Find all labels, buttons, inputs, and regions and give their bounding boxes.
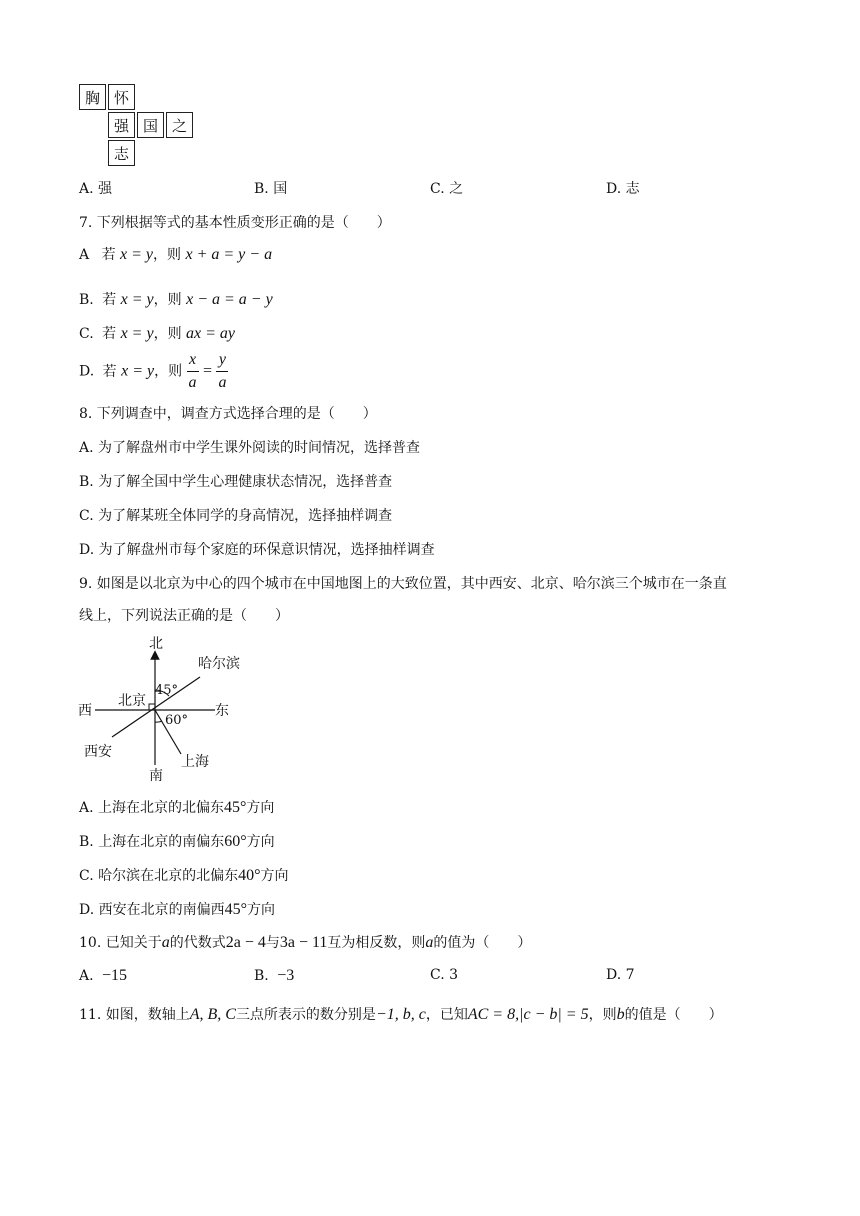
q9-b-angle: 60° bbox=[224, 833, 247, 850]
q7-c-result: ax = ay bbox=[186, 325, 236, 342]
q7-b-comma: ， bbox=[153, 292, 168, 308]
q11-cond2: |c − b| = 5 bbox=[519, 1006, 589, 1023]
q10-mid1: 的代数式 bbox=[169, 935, 226, 951]
q7-d-then: 则 bbox=[168, 363, 183, 380]
q9-b-post: 方向 bbox=[246, 834, 275, 850]
q11-points: A, B, C bbox=[189, 1006, 236, 1023]
net-cell-3: 强 bbox=[108, 112, 135, 138]
q7-d-fraction-right: $\frac{y}{a}$ bbox=[218, 351, 227, 391]
q10-expr2: 3a − 11 bbox=[279, 934, 328, 951]
q10-a-label: A. bbox=[79, 968, 94, 984]
q11-mid1: 三点所表示的数分别是 bbox=[235, 1007, 376, 1023]
q9-compass-figure bbox=[70, 630, 260, 790]
q11-pre: 11. 如图，数轴上 bbox=[79, 1007, 190, 1023]
q7-b-premise: x = y bbox=[120, 291, 154, 308]
q7-d-comma: ， bbox=[154, 363, 169, 380]
q11-cond1: AC = 8, bbox=[467, 1006, 520, 1023]
q7-a-premise: x = y bbox=[120, 246, 154, 263]
net-cell-4: 国 bbox=[137, 112, 164, 138]
q8-option-d: D. 为了解盘州市每个家庭的环保意识情况，选择抽样调查 bbox=[79, 542, 435, 558]
q10-mid2: 与 bbox=[265, 935, 280, 951]
q7-a-comma: ， bbox=[153, 247, 168, 263]
q9-stem-line2: 线上，下列说法正确的是（ ） bbox=[79, 608, 289, 624]
q8-option-c: C. 为了解某班全体同学的身高情况，选择抽样调查 bbox=[79, 508, 393, 524]
net-cell-1: 胸 bbox=[79, 84, 106, 110]
q7-b-label: B. bbox=[79, 292, 94, 308]
q10-option-d: D. 7 bbox=[606, 967, 635, 983]
label-shanghai: 上海 bbox=[181, 754, 209, 770]
q7-d-fraction-left: $\frac{x}{a}$ bbox=[188, 351, 197, 391]
q9-option-d bbox=[79, 899, 275, 919]
q7-option-a bbox=[79, 244, 272, 264]
q7-option-c bbox=[79, 323, 235, 343]
q11-post: 的值是（ ） bbox=[624, 1007, 723, 1023]
q10-b-value: −3 bbox=[277, 967, 295, 984]
label-angle-45: 45° bbox=[155, 683, 179, 698]
q8-option-a: A. 为了解盘州市中学生课外阅读的时间情况，选择普查 bbox=[79, 440, 421, 456]
q9-option-a bbox=[79, 797, 274, 817]
q9-c-angle: 40° bbox=[238, 867, 261, 884]
q7-b-result: x − a = a − y bbox=[186, 291, 273, 308]
label-east: 东 bbox=[215, 703, 229, 719]
q7-d-premise: x = y bbox=[121, 362, 155, 380]
q11-var: b bbox=[616, 1006, 625, 1023]
label-angle-60: 60° bbox=[165, 713, 189, 728]
q10-pre: 10. 已知关于 bbox=[79, 935, 162, 951]
angle-arc-60 bbox=[155, 721, 162, 722]
net-cell-2: 怀 bbox=[108, 84, 135, 110]
q9-option-c bbox=[79, 865, 289, 885]
q10-var2: a bbox=[425, 934, 434, 951]
q9-option-b bbox=[79, 831, 275, 851]
q7-b-then: 则 bbox=[167, 292, 182, 308]
q7-c-premise: x = y bbox=[120, 325, 154, 342]
q6-option-b: B. 国 bbox=[254, 181, 288, 197]
q9-b-text: B. 上海在北京的南偏东 bbox=[79, 834, 225, 850]
q10-option-b bbox=[254, 967, 294, 985]
q11-stem bbox=[79, 1004, 723, 1024]
q7-a-label: A bbox=[79, 247, 90, 263]
q7-d-if: 若 bbox=[102, 363, 117, 380]
q7-d-label: D. bbox=[79, 363, 95, 380]
q10-a-value: −15 bbox=[102, 967, 128, 984]
q8-option-b: B. 为了解全国中学生心理健康状态情况，选择普查 bbox=[79, 474, 393, 490]
q9-d-text: D. 西安在北京的南偏西 bbox=[79, 902, 225, 918]
q9-c-post: 方向 bbox=[260, 868, 289, 884]
q10-stem bbox=[79, 932, 531, 952]
q10-mid3: 互为相反数，则 bbox=[327, 935, 426, 951]
q9-d-post: 方向 bbox=[247, 902, 276, 918]
q6-option-a: A. 强 bbox=[79, 181, 113, 197]
q7-option-d bbox=[79, 352, 228, 391]
label-north: 北 bbox=[149, 636, 163, 652]
net-cell-6: 志 bbox=[108, 140, 135, 166]
q10-post: 的值为（ ） bbox=[433, 935, 532, 951]
q8-stem: 8. 下列调查中，调查方式选择合理的是（ ） bbox=[79, 406, 377, 422]
q9-d-angle: 45° bbox=[224, 901, 248, 918]
label-xian: 西安 bbox=[84, 744, 112, 760]
q10-b-label: B. bbox=[254, 968, 269, 984]
q10-var: a bbox=[161, 934, 170, 951]
q7-option-b bbox=[79, 289, 273, 309]
q7-a-if: 若 bbox=[101, 247, 116, 263]
q9-stem-line1: 9. 如图是以北京为中心的四个城市在中国地图上的大致位置，其中西安、北京、哈尔滨三个城市在一条直 bbox=[79, 576, 727, 592]
q9-a-post: 方向 bbox=[246, 800, 275, 816]
q9-a-text: A. 上海在北京的北偏东 bbox=[79, 800, 225, 816]
q7-c-comma: ， bbox=[153, 326, 168, 342]
q7-d-equals: = bbox=[203, 362, 213, 380]
q11-mid2: ，已知 bbox=[425, 1007, 468, 1023]
q7-c-if: 若 bbox=[102, 326, 117, 342]
label-south: 南 bbox=[149, 768, 163, 784]
label-harbin: 哈尔滨 bbox=[198, 656, 240, 672]
q6-option-d: D. 志 bbox=[606, 181, 640, 197]
q9-a-angle: 45° bbox=[224, 799, 247, 816]
q11-mid3: ，则 bbox=[588, 1007, 617, 1023]
q9-c-text: C. 哈尔滨在北京的北偏东 bbox=[79, 868, 239, 884]
q7-a-then: 则 bbox=[167, 247, 182, 263]
q6-option-c: C. 之 bbox=[430, 181, 464, 197]
q7-b-if: 若 bbox=[102, 292, 117, 308]
label-beijing: 北京 bbox=[118, 693, 146, 709]
q7-stem: 7. 下列根据等式的基本性质变形正确的是（ ） bbox=[79, 215, 391, 231]
q7-c-label: C. bbox=[79, 326, 94, 342]
label-west: 西 bbox=[78, 703, 92, 719]
q11-values: −1, b, c bbox=[375, 1006, 426, 1023]
q10-expr1: 2a − 4 bbox=[225, 934, 266, 951]
q7-a-result: x + a = y − a bbox=[185, 246, 273, 263]
net-cell-5: 之 bbox=[166, 112, 193, 138]
q10-option-c: C. 3 bbox=[430, 967, 459, 983]
q7-c-then: 则 bbox=[167, 326, 182, 342]
q10-option-a bbox=[79, 967, 127, 985]
